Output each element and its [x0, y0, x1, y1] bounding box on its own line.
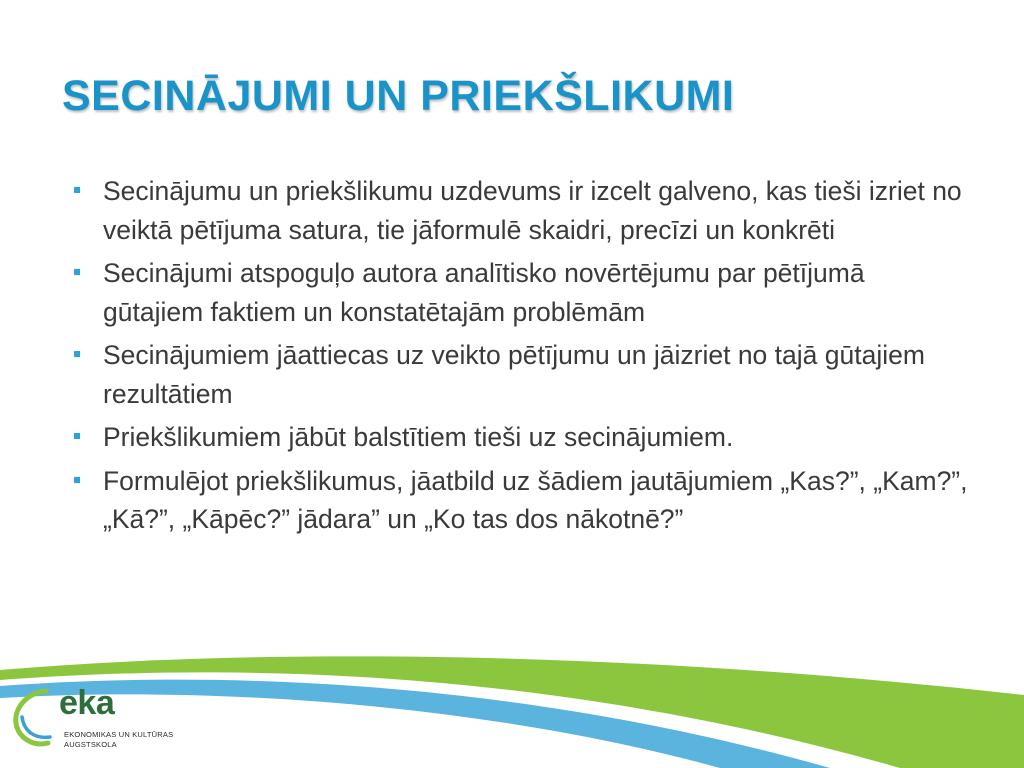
logo-subtitle-line-1: EKONOMIKAS UN KULTŪRAS [64, 730, 174, 739]
logo-swoosh-icon [12, 687, 64, 749]
bullet-item [72, 336, 972, 413]
bullet-item [72, 462, 972, 539]
bullet-text: Secinājumi atspoguļo autora analītisko novērtējumu par pētījumā gūtajiem faktiem un konstatētajām problēmām [103, 258, 865, 327]
logo-wordmark: eka [59, 684, 115, 722]
logo-subtitle-line-2: AUGSTSKOLA [64, 740, 117, 749]
bullet-text: Formulējot priekšlikumus, jāatbild uz šādiem jautājumiem „Kas?”, „Kam?”, „Kā?”, „Kāpēc?” jādara” un „Ko tas dos nākotnē?” [103, 465, 968, 534]
bullet-marker-icon [74, 187, 80, 193]
bullet-text: Secinājumu un priekšlikumu uzdevums ir izcelt galveno, kas tieši izriet no veiktā pētījuma satura, tie jāformulē skaidri, precīzi un konkrēti [103, 176, 962, 245]
bullet-text: Secinājumiem jāattiecas uz veikto pētījumu un jāizriet no tajā gūtajiem rezultātiem [103, 340, 925, 409]
bullet-item [72, 172, 972, 249]
bullet-text: Priekšlikumiem jābūt balstītiem tieši uz secinājumiem. [103, 422, 734, 452]
bullet-item [72, 418, 972, 457]
bullet-marker-icon [74, 269, 80, 275]
slide-title: SECINĀJUMI UN PRIEKŠLIKUMI [62, 72, 735, 120]
bullet-marker-icon [74, 477, 80, 483]
bullet-list [72, 172, 972, 544]
eka-logo [12, 684, 212, 759]
bullet-item [72, 254, 972, 331]
bullet-marker-icon [74, 351, 80, 357]
bullet-marker-icon [74, 433, 80, 439]
